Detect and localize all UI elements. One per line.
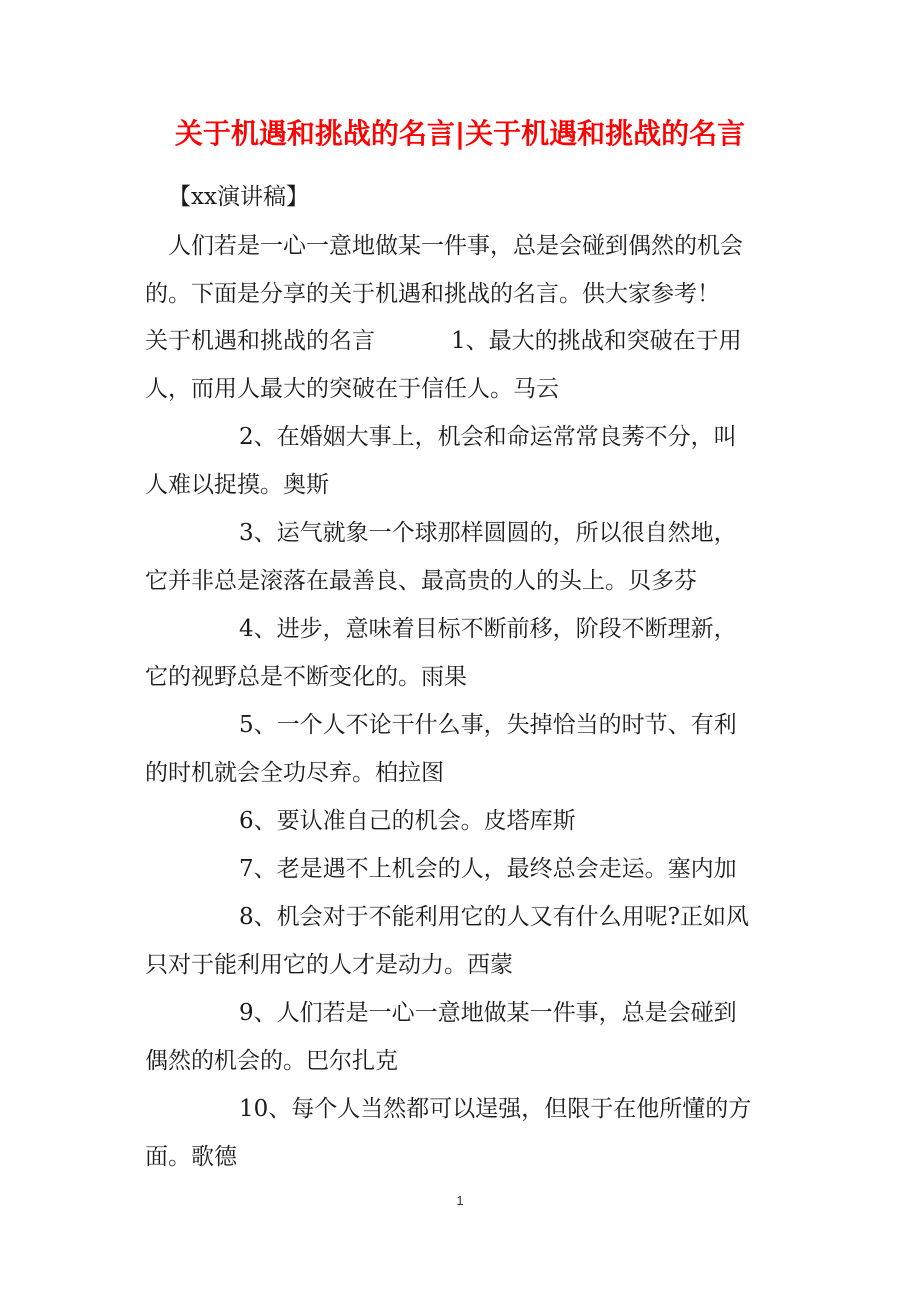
quote-2-line-2: 人难以捉摸。奥斯: [145, 472, 329, 498]
quote-4-line-1: 4、进步，意味着目标不断前移，阶段不断理新，: [239, 616, 737, 642]
quote-4-line-2: 它的视野总是不断变化的。雨果: [145, 664, 467, 690]
quote-9-line-1: 9、人们若是一心一意地做某一件事，总是会碰到: [239, 1000, 737, 1026]
quote-1-line-2: 人，而用人最大的突破在于信任人。马云: [145, 376, 559, 402]
quote-6-line-1: 6、要认准自己的机会。皮塔库斯: [239, 808, 576, 834]
quote-5-line-1: 5、一个人不论干什么事，失掉恰当的时节、有利: [239, 712, 737, 738]
intro-line-1: 人们若是一心一意地做某一件事，总是会碰到偶然的机会: [168, 233, 743, 259]
intro-line-2: 的。下面是分享的关于机遇和挑战的名言。供大家参考！: [145, 281, 720, 307]
quote-8-line-2: 只对于能利用它的人才是动力。西蒙: [145, 952, 513, 978]
quote-8-line-1: 8、机会对于不能利用它的人又有什么用呢?正如风: [239, 904, 749, 930]
category-tag: 【xx演讲稿】: [168, 184, 309, 210]
quote-3-line-2: 它并非总是滚落在最善良、最高贵的人的头上。贝多芬: [145, 568, 697, 594]
section-heading: 关于机遇和挑战的名言: [145, 328, 375, 354]
quote-7-line-1: 7、老是遇不上机会的人，最终总会走运。塞内加: [239, 856, 737, 882]
quote-10-line-1: 10、每个人当然都可以逞强，但限于在他所懂的方: [239, 1096, 752, 1122]
section-heading-line: [145, 326, 742, 356]
quote-5-line-2: 的时机就会全功尽弃。柏拉图: [145, 760, 444, 786]
page-number: 1: [456, 1193, 464, 1208]
quote-2-line-1: 2、在婚姻大事上，机会和命运常常良莠不分，叫: [239, 424, 737, 450]
quote-3-line-1: 3、运气就象一个球那样圆圆的，所以很自然地，: [239, 520, 737, 546]
quote-10-line-2: 面。歌德: [145, 1144, 237, 1170]
quote-1-line-1: 1、最大的挑战和突破在于用: [451, 328, 742, 354]
document-title: 关于机遇和挑战的名言|关于机遇和挑战的名言: [174, 117, 746, 150]
quote-9-line-2: 偶然的机会的。巴尔扎克: [145, 1048, 398, 1074]
